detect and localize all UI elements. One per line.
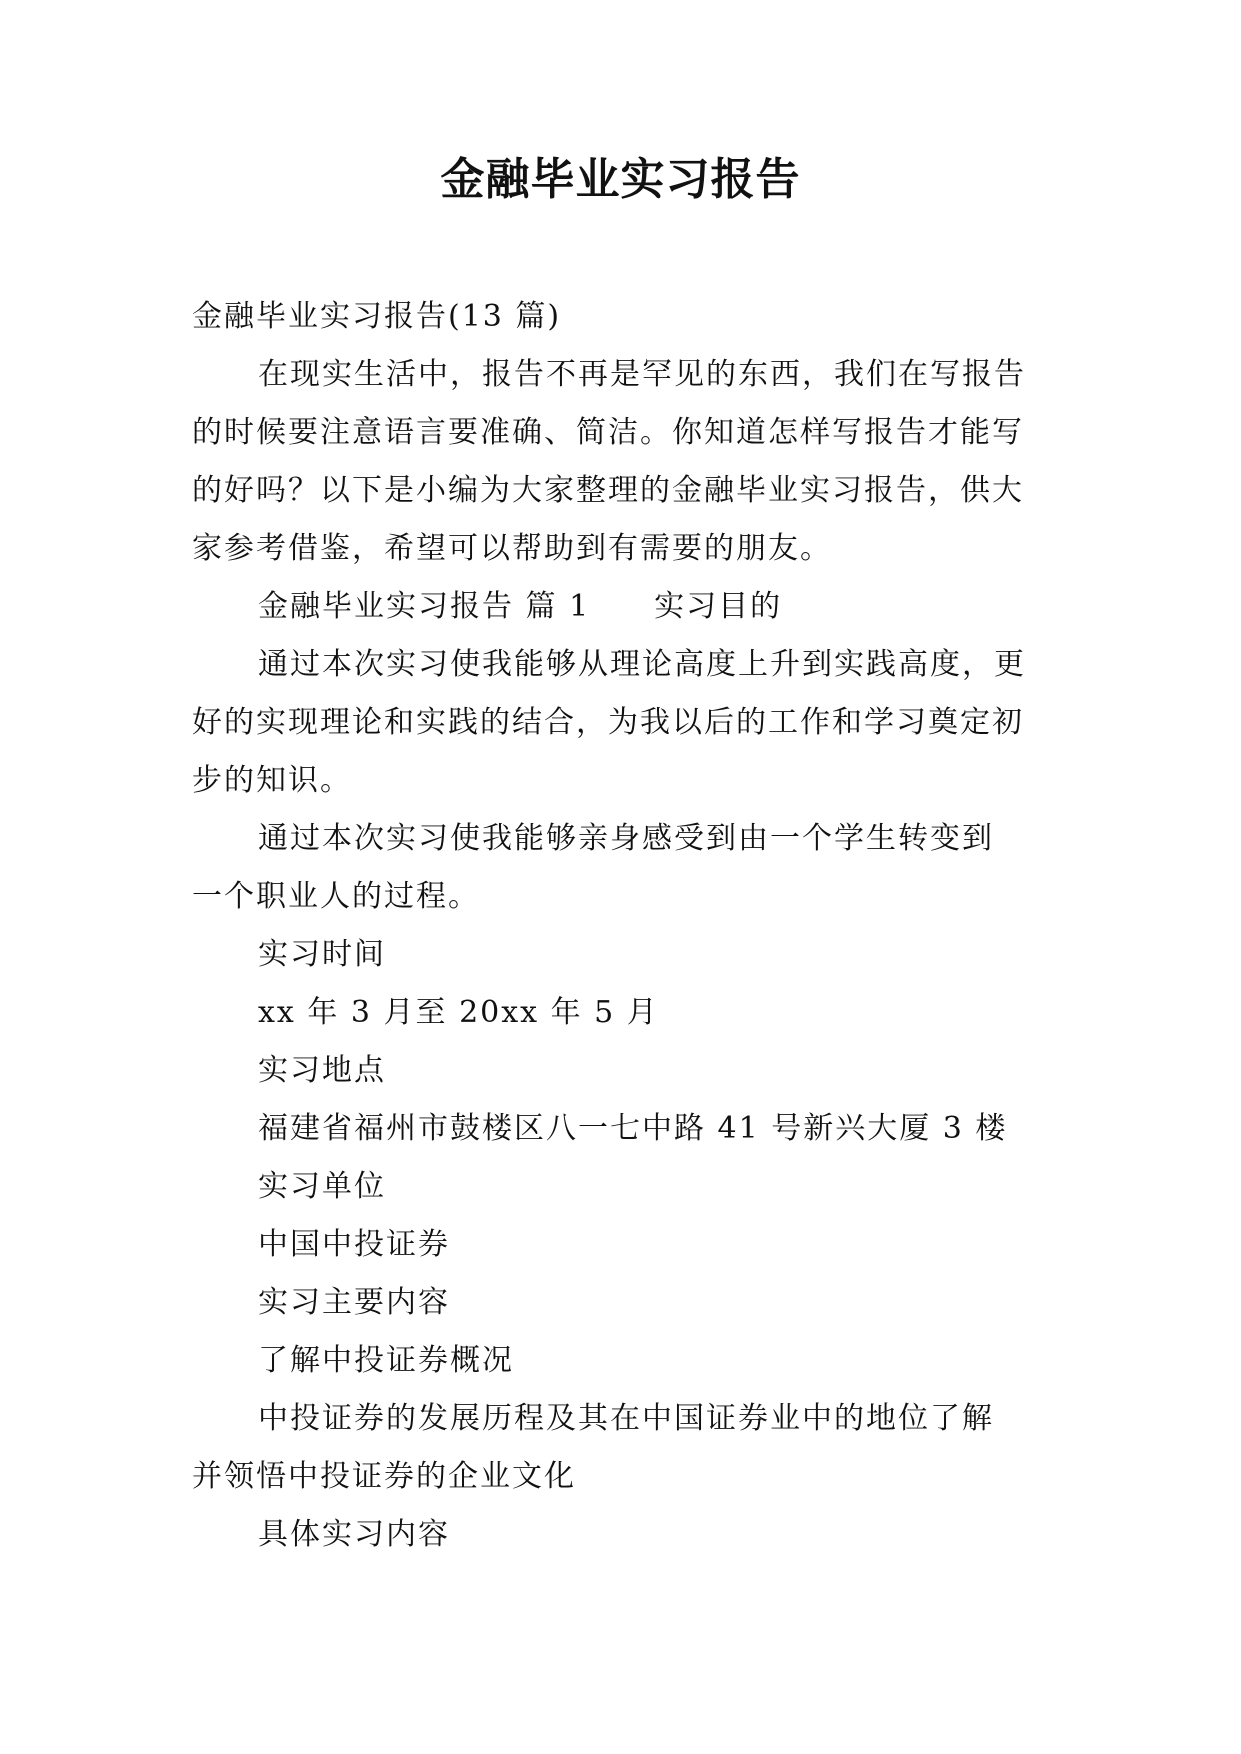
body-line: 实习时间 bbox=[258, 937, 386, 972]
body-line: 的好吗？以下是小编为大家整理的金融毕业实习报告，供大 bbox=[192, 473, 1024, 508]
body-line: 一个职业人的过程。 bbox=[192, 879, 480, 914]
body-line: 好的实现理论和实践的结合，为我以后的工作和学习奠定初 bbox=[192, 705, 1024, 740]
body-line: 并领悟中投证券的企业文化 bbox=[192, 1459, 576, 1494]
body-line: 中国中投证券 bbox=[258, 1227, 450, 1262]
body-line: 实习单位 bbox=[258, 1169, 386, 1204]
section-heading-line bbox=[192, 578, 1056, 636]
body-line: 步的知识。 bbox=[192, 763, 352, 798]
body-line: 中投证券的发展历程及其在中国证券业中的地位了解 bbox=[258, 1401, 994, 1436]
document-body bbox=[192, 288, 1056, 1564]
body-line: 了解中投证券概况 bbox=[258, 1343, 514, 1378]
document-title: 金融毕业实习报告 bbox=[440, 154, 801, 205]
body-line: 家参考借鉴，希望可以帮助到有需要的朋友。 bbox=[192, 531, 832, 566]
section-subheading: 实习目的 bbox=[654, 589, 783, 624]
body-line: 通过本次实习使我能够从理论高度上升到实践高度，更 bbox=[258, 647, 1026, 682]
body-line: 的时候要注意语言要准确、简洁。你知道怎样写报告才能写 bbox=[192, 415, 1024, 450]
body-line: 通过本次实习使我能够亲身感受到由一个学生转变到 bbox=[258, 821, 994, 856]
section-heading: 金融毕业实习报告 篇 1 bbox=[258, 589, 591, 624]
body-line: 福建省福州市鼓楼区八一七中路 41 号新兴大厦 3 楼 bbox=[258, 1111, 1008, 1146]
body-line: 在现实生活中，报告不再是罕见的东西，我们在写报告 bbox=[258, 357, 1026, 392]
body-line: 实习地点 bbox=[258, 1053, 386, 1088]
body-line: xx 年 3 月至 20xx 年 5 月 bbox=[258, 995, 659, 1030]
body-line: 具体实习内容 bbox=[258, 1517, 450, 1552]
body-line: 金融毕业实习报告(13 篇) bbox=[192, 299, 562, 334]
body-line: 实习主要内容 bbox=[258, 1285, 450, 1320]
